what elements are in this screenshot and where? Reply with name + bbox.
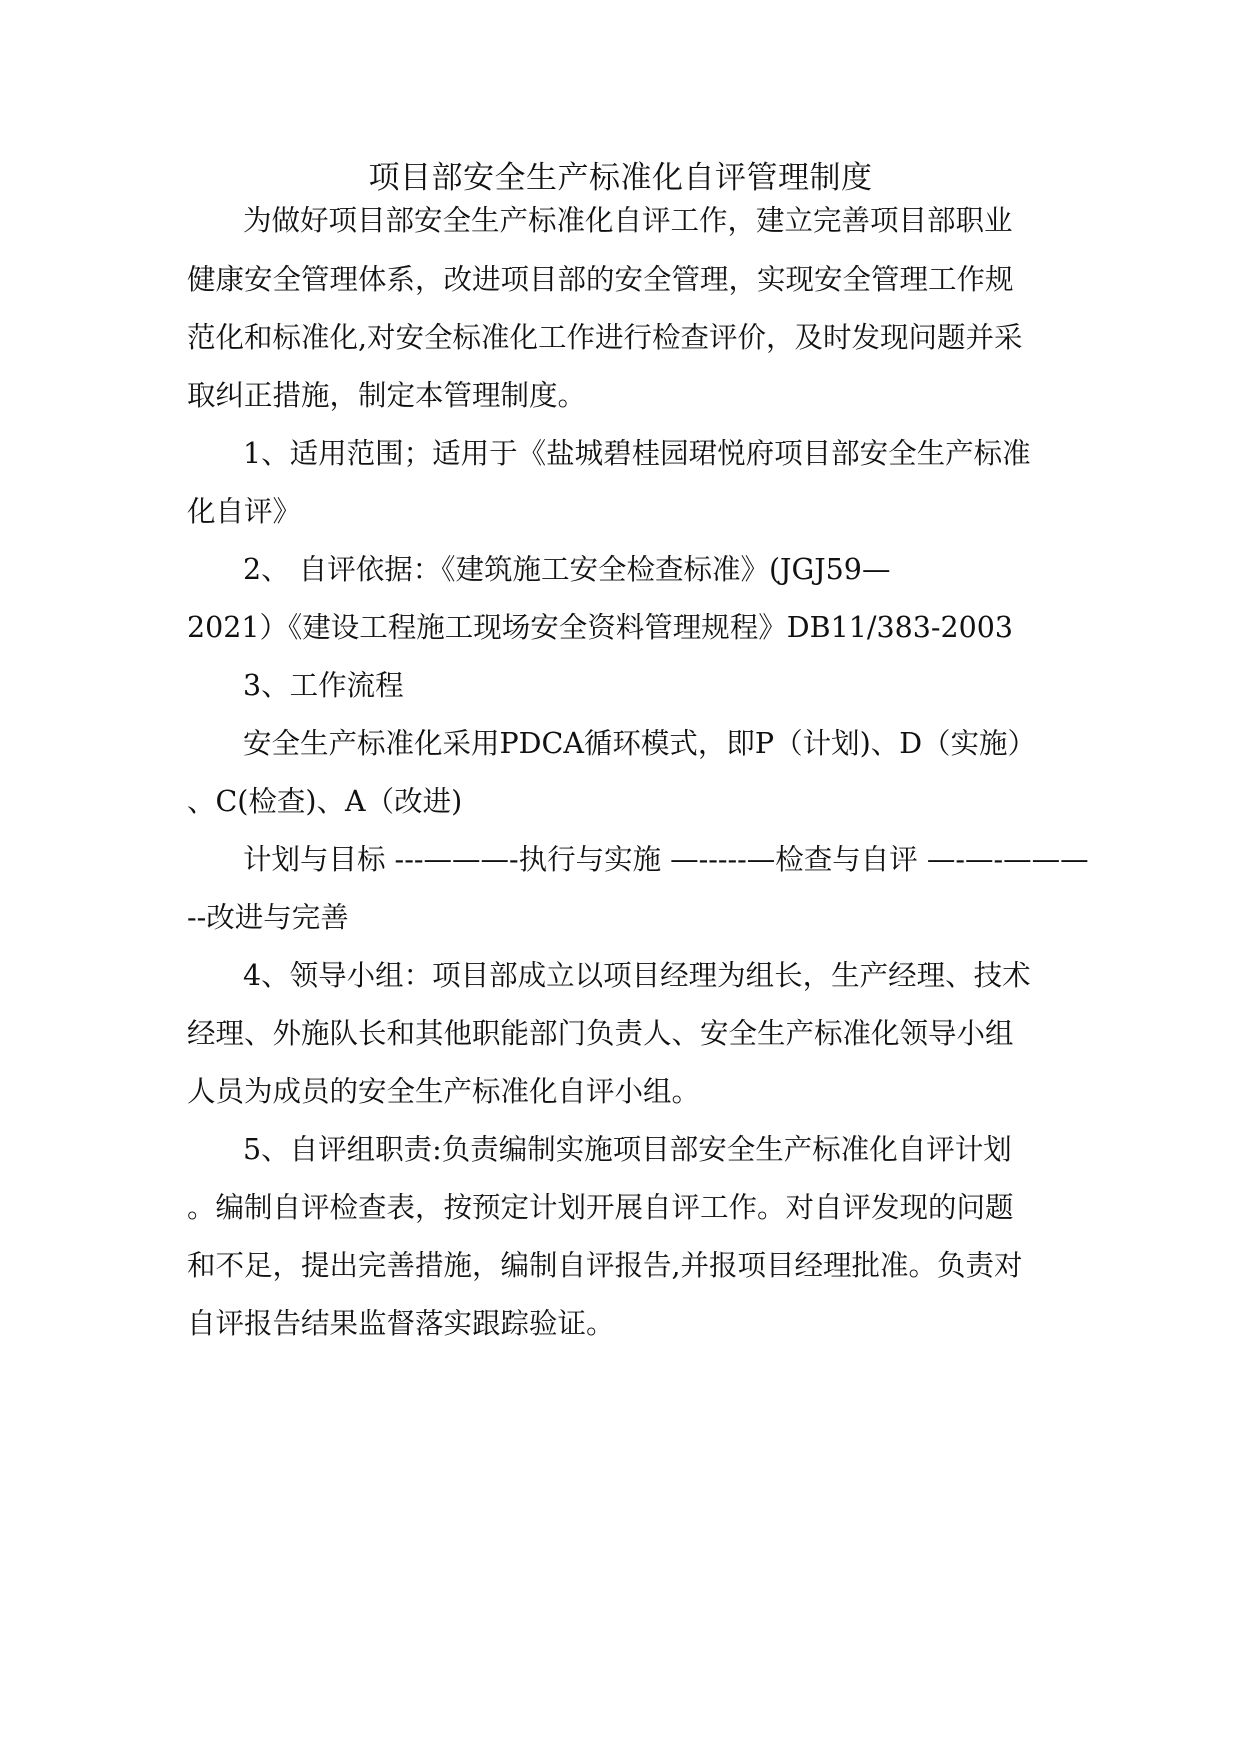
paragraph-line: 2021）《建设工程施工现场安全资料管理规程》DB11/383-2003 bbox=[187, 611, 1014, 644]
paragraph-line: 5、自评组职责:负责编制实施项目部安全生产标准化自评计划 bbox=[243, 1133, 1012, 1166]
paragraph-line: 自评报告结果监督落实跟踪验证。 bbox=[187, 1307, 615, 1340]
flow-line: 计划与目标 ---———-执行与实施 —-----—检查与自评 —-—-——— bbox=[243, 843, 1089, 876]
paragraph-line: 和不足，提出完善措施，编制自评报告,并报项目经理批准。负责对 bbox=[187, 1249, 1023, 1282]
paragraph-line: 4、领导小组：项目部成立以项目经理为组长，生产经理、技术 bbox=[243, 959, 1031, 992]
paragraph-line: 人员为成员的安全生产标准化自评小组。 bbox=[187, 1075, 701, 1108]
paragraph-line: 1、适用范围；适用于《盐城碧桂园珺悦府项目部安全生产标准 bbox=[243, 437, 1031, 470]
flow-line: --改进与完善 bbox=[187, 901, 349, 934]
paragraph-line: 2、 自评依据：《建筑施工安全检查标准》(JGJ59— bbox=[243, 553, 891, 586]
paragraph-line: 化自评》 bbox=[187, 495, 302, 528]
paragraph-line: 。编制自评检查表，按预定计划开展自评工作。对自评发现的问题 bbox=[187, 1191, 1014, 1224]
paragraph-line: 为做好项目部安全生产标准化自评工作，建立完善项目部职业 bbox=[243, 204, 1013, 237]
paragraph-line: 健康安全管理体系，改进项目部的安全管理，实现安全管理工作规 bbox=[187, 263, 1014, 296]
paragraph-line: 取纠正措施，制定本管理制度。 bbox=[187, 379, 587, 412]
paragraph-line: 范化和标准化,对安全标准化工作进行检查评价，及时发现问题并采 bbox=[187, 321, 1023, 354]
document-title: 项目部安全生产标准化自评管理制度 bbox=[368, 160, 873, 196]
paragraph-line: 、C(检查)、A（改进) bbox=[187, 785, 463, 818]
paragraph-line: 经理、外施队长和其他职能部门负责人、安全生产标准化领导小组 bbox=[187, 1017, 1014, 1050]
paragraph-line: 安全生产标准化采用PDCA循环模式，即P（计划)、D（实施） bbox=[243, 727, 1037, 760]
section-heading: 3、工作流程 bbox=[243, 669, 404, 702]
